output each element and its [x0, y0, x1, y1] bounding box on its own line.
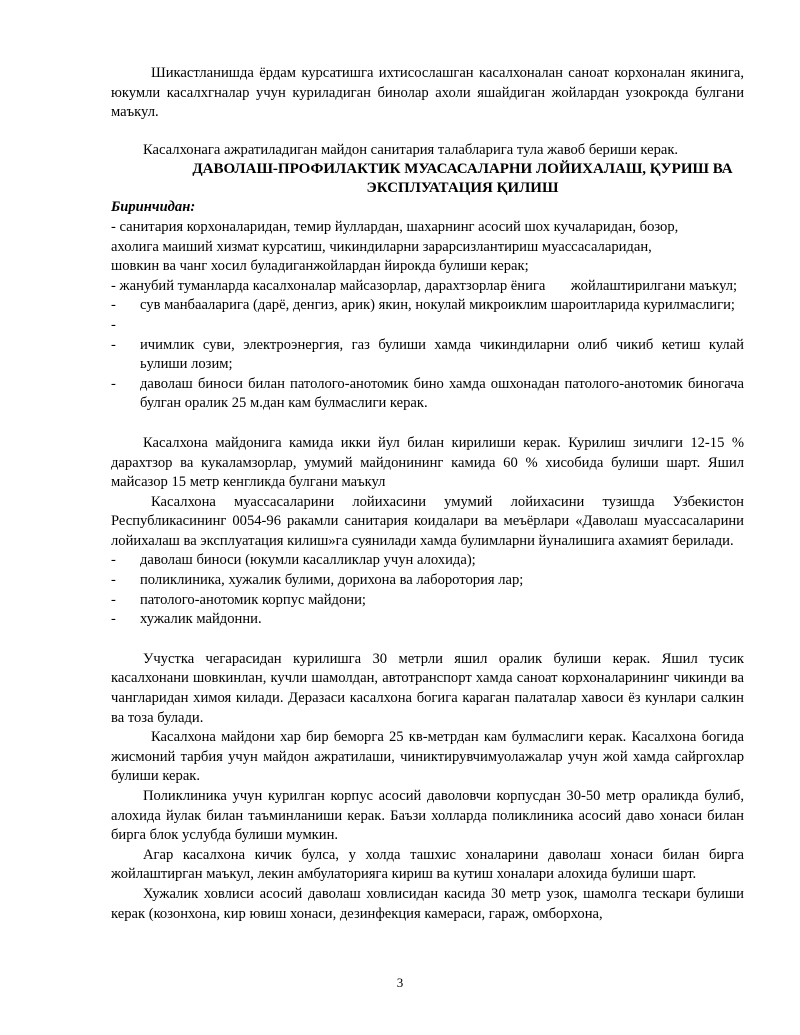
first-line-3: шовкин ва чанг хосил буладиганжойлардан йирокда булиши керак;	[111, 258, 529, 275]
first-line-1: - санитария корхоналаридан, темир йуллардан, шахарнинг асосий шох кучаларидан, бозор,	[111, 218, 679, 235]
requirements-list	[111, 296, 744, 414]
second-line: - жанубий туманларда касалхоналар майсазорлар, дарахтзорлар ёнига жойлаштирилгани маъкул;	[111, 277, 738, 294]
list-item: - ичимлик суви, электроэнергия, газ булиши хамда чикиндиларни олиб чикиб кетиш кулай ьулиши лозим;	[111, 336, 744, 375]
paragraph-area-per-patient: Касалхона майдони хар бир беморга 25 кв-метрдан кам булмаслиги керак. Касалхона богида жисмоний тарбия учун майдон ажратилаши, чиниктирувчимуолажалар учун жой хамда сайргохлар булиши керак.	[111, 729, 744, 785]
paragraph-sanitary-requirements: Касалхонага ажратиладиган майдон санитария талабларига тула жавоб бериши керак.	[143, 141, 679, 158]
paragraph-green-belt: Учуcтка чегарасидан курилишга 30 метрли яшил оралик булиши керак. Яшил тусик касалхонани шовкинлан, кучли шамолдан, автотранспорт хамда саноат корхоналарининг чикинди ва чангларидан химоя килади. Деразаси касалхона богига караган палаталар хавоси ёз кунлари салкин ва тоза булади.	[111, 650, 744, 726]
first-label: Биринчидан:	[111, 199, 196, 216]
first-line-2: ахолига маиший хизмат курсатиш, чикиндиларни зарарсизлантириш муассасаларидан,	[111, 238, 652, 255]
list-item: - даволаш биноси билан патолого-анотомик бино хамда ошхонадан патолого-анотомик биногача булган оралик 25 м.дан кам булмаслиги керак.	[111, 375, 744, 414]
section-heading: ДАВОЛАШ-ПРОФИЛАКТИК МУАСАСАЛАРНИ ЛОЙИХАЛАШ, ҚУРИШ ВА ЭКСПЛУАТАЦИЯ ҚИЛИШ	[192, 161, 733, 197]
page-number: 3	[396, 975, 404, 990]
list-item: - патолого-анотомик корпус майдони;	[111, 591, 744, 611]
paragraph-polyclinic: Поликлиника учун курилган корпус асосий даволовчи корпусдан 30-50 метр ораликда булиб, алохида йулак билан таъминланиши керак. Баъзи холларда поликлиника асосий даво хонаси билан бирга блок услубда булиши мумкин.	[111, 788, 744, 844]
paragraph-hospital-location: Шикастланишда ёрдам курсатишга ихтисослашган касалхоналан саноат корхоналан якинига, юкумли касалхгналар учун куриладиган бинолар ахоли яшайдиган жойлардан узокрокда булгани маъкул.	[111, 65, 744, 121]
paragraph-household-yard: Хужалик ховлиси асосий даволаш ховлисидан касида 30 метр узок, шамолга тескари булиши керак (козонхона, кир ювиш хонаси, дезинфекция камераси, гараж, омборхона,	[111, 885, 744, 922]
list-item: - даволаш биноси (юкумли касалликлар учун алохида);	[111, 551, 744, 571]
paragraph-project-rules: Касалхона муассасаларини лойихасини умумий лойихасини тузишда Узбекистон Республикасининг 0054-96 ракамли санитария коидалари ва меъёрлари «Даволаш муассасаларини лойихалаш ва эксплуатация килиш»га суянилади хамда булимларни йуналишига ахамият берилади.	[111, 493, 744, 549]
departments-list	[111, 551, 744, 629]
list-item: - сув манбааларига (дарё, денгиз, арик) якин, нокулай микроиклим шароитларида курилмаслиги;	[111, 296, 744, 316]
document-page	[111, 64, 744, 924]
list-item: - хужалик майдонни.	[111, 610, 744, 630]
paragraph-entrances: Касалхона майдонига камида икки йул билан кирилиши керак. Курилиш зичлиги 12-15 % дарахтзор ва кукаламзорлар, умумий майдонининг камида 60 % хисобида булиши шарт. Яшил майсазор 15 метр кенгликда булгани маъкул	[111, 434, 744, 491]
paragraph-small-hospital: Агар касалхона кичик булса, у холда ташхис хоналарини даволаш хонаси билан бирга жойлаштирган маъкул, лекин амбулаторияга кириш ва кутиш хоналари алохида булиши шарт.	[111, 846, 744, 883]
list-item	[111, 316, 744, 336]
list-item: - поликлиника, хужалик булими, дорихона ва лаборотория лар;	[111, 571, 744, 591]
